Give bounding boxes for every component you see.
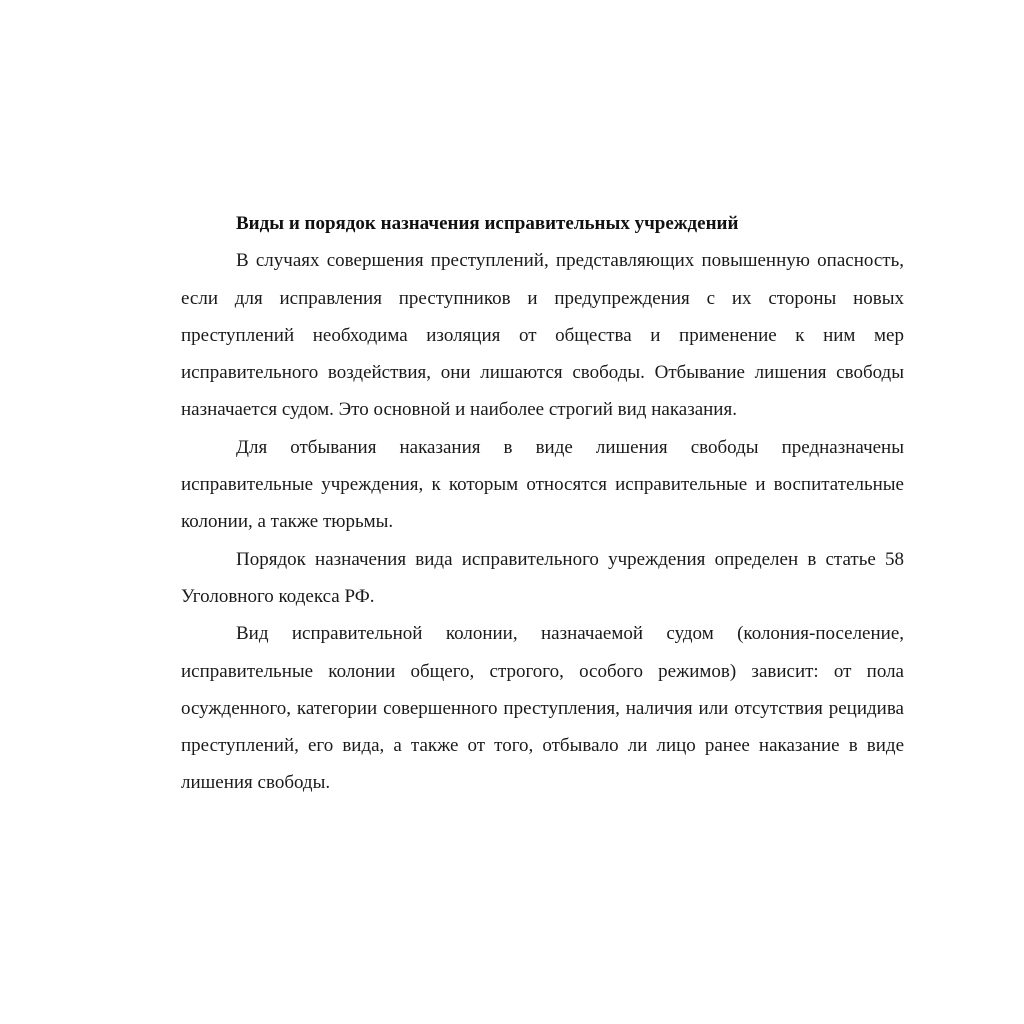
paragraph-3: Порядок назначения вида исправительного учреждения определен в статье 58 Уголовного кодекса РФ. <box>181 548 904 607</box>
paragraph-1: В случаях совершения преступлений, представляющих повышенную опасность, если для исправления преступников и предупреждения с их стороны новых преступлений необходима изоляция от общества и применение к ним мер исправительного воздействия, они лишаются свободы. Отбывание лишения свободы назначается судом. Это основной и наиболее строгий вид наказания. <box>181 250 904 421</box>
paragraph-2: Для отбывания наказания в виде лишения свободы предназначены исправительные учреждения, к которым относятся исправительные и воспитательные колонии, а также тюрьмы. <box>181 436 904 533</box>
document-body <box>181 205 904 802</box>
paragraph-4: Вид исправительной колонии, назначаемой судом (колония-поселение, исправительные колонии общего, строгого, особого режимов) зависит: от пола осужденного, категории совершенного преступления, наличия или отсутствия рецидива преступлений, его вида, а также от того, отбывало ли лицо ранее наказание в виде лишения свободы. <box>181 623 904 794</box>
document-heading: Виды и порядок назначения исправительных учреждений <box>236 213 739 234</box>
